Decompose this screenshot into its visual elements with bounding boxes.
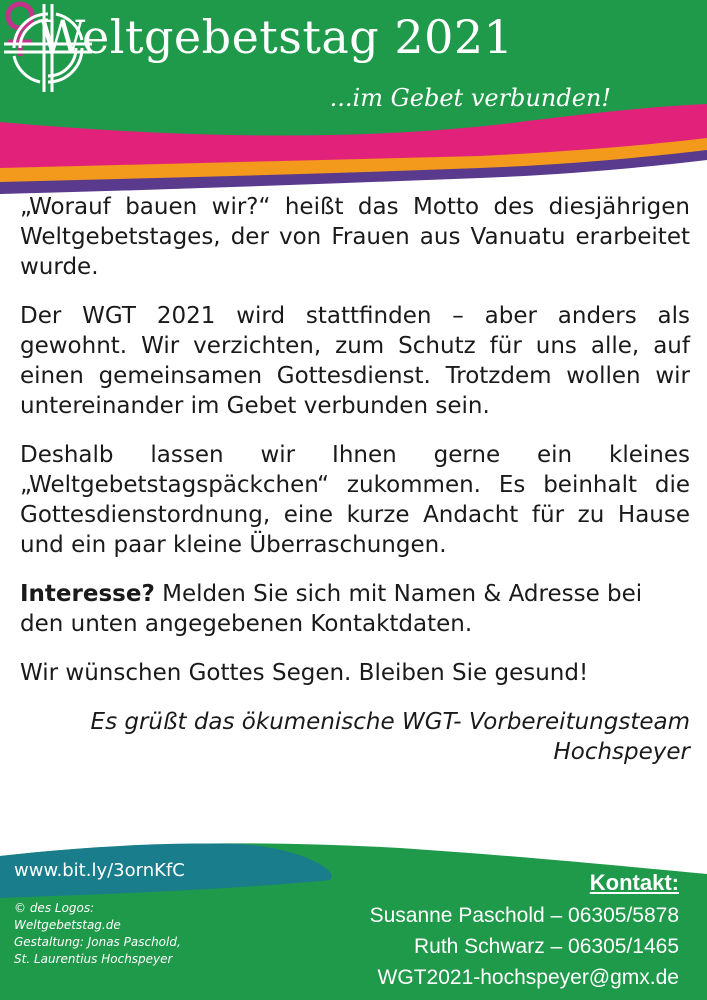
- paragraph-motto: „Worauf bauen wir?“ heißt das Motto des diesjährigen Weltgebetstages, der von Frauen aus Vanuatu erarbeitet wurde.: [20, 194, 690, 280]
- contact-heading: Kontakt:: [589, 870, 679, 895]
- closing-signature: [20, 707, 690, 767]
- contact-susanne: Susanne Paschold – 06305/5878: [369, 904, 679, 927]
- page-title: Weltgebetstag 2021: [38, 10, 514, 64]
- header-banner: [0, 0, 707, 200]
- interest-text: Melden Sie sich mit Namen & Adresse bei den unten angegebenen Kontaktdaten.: [20, 581, 643, 637]
- contact-email[interactable]: WGT2021-hochspeyer@gmx.de: [377, 966, 679, 989]
- interest-label: Interesse?: [20, 581, 155, 607]
- contact-ruth: Ruth Schwarz – 06305/1465: [413, 935, 679, 958]
- credits-line: © des Logos:: [14, 901, 95, 915]
- credits-line: Gestaltung: Jonas Paschold,: [14, 935, 181, 949]
- short-link[interactable]: www.bit.ly/3ornKfC: [14, 860, 185, 881]
- paragraph-blessing: Wir wünschen Gottes Segen. Bleiben Sie gesund!: [20, 660, 589, 686]
- closing-line-2: Hochspeyer: [553, 739, 690, 765]
- paragraph-interest: [20, 579, 690, 639]
- credits-line: Weltgebetstag.de: [14, 918, 121, 932]
- contact-block: [370, 870, 679, 993]
- wgt-cross-logo-icon: [0, 0, 96, 96]
- closing-line-1: Es grüßt das ökumenische WGT- Vorbereitungsteam: [90, 709, 690, 735]
- footer-banner: [0, 840, 707, 1000]
- main-content: [20, 192, 690, 786]
- page-subtitle: ...im Gebet verbunden!: [329, 84, 611, 112]
- credits: [14, 900, 181, 968]
- paragraph-package: Deshalb lassen wir Ihnen gerne ein kleines „Weltgebetstagspäckchen“ zukommen. Es beinhalt die Gottesdienstordnung, eine kurze Andacht für zu Hause und ein paar kleine Überraschungen.: [20, 442, 690, 558]
- credits-line: St. Laurentius Hochspeyer: [14, 952, 173, 966]
- paragraph-wgt-info: Der WGT 2021 wird stattfinden – aber anders als gewohnt. Wir verzichten, zum Schutz für uns alle, auf einen gemeinsamen Gottesdienst. Trotzdem wollen wir untereinander im Gebet verbunden sein.: [20, 303, 690, 419]
